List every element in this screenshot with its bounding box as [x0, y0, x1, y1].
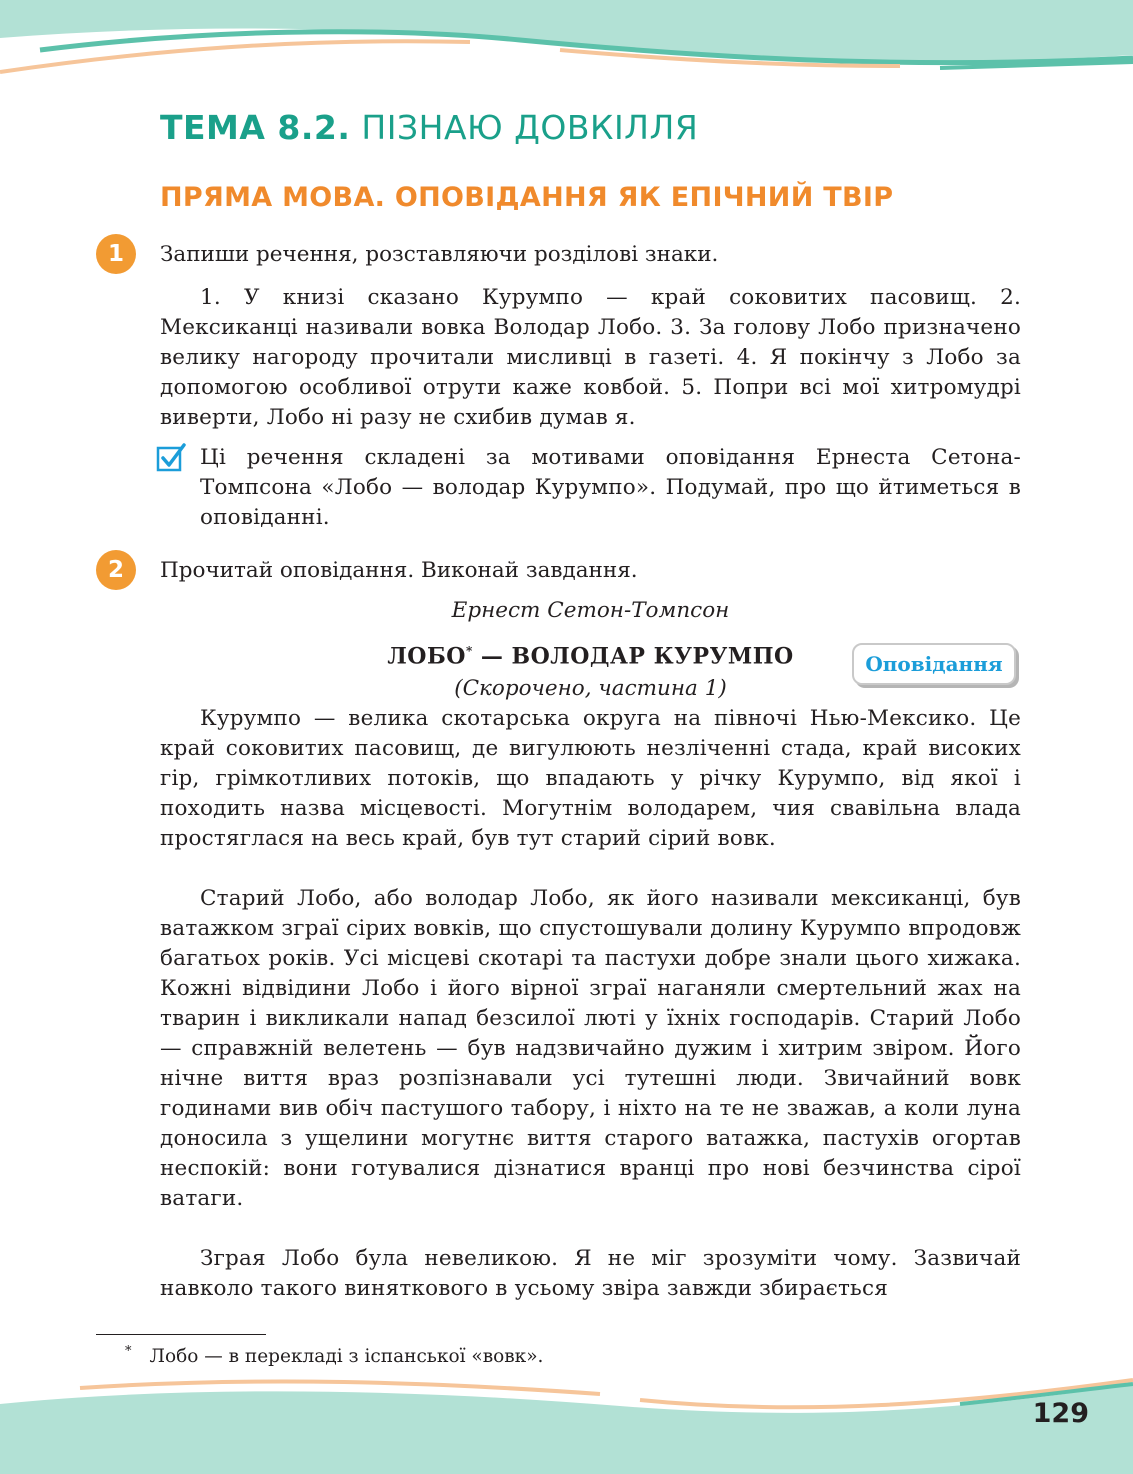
exercise-sentences: 1. У книзі сказано Курумпо — край соковитих пасовищ. 2. Мексиканці називали вовка Володар Лобо. 3. За голову Лобо призначено велику нагороду прочитали мисливці в газеті. 4. Я покінчу з Лобо за допомогою особливої отрути каже ковбой. 5. Попри всі мої хитромудрі виверти, Лобо ні разу не схибив думав я.: [160, 285, 1021, 430]
footnote: [125, 1346, 543, 1367]
story-title-main: ЛОБО: [387, 643, 466, 670]
top-wave-decoration: [0, 0, 1133, 90]
topic-title: [160, 108, 698, 147]
checkbox-check-icon: [156, 442, 186, 472]
story-author: Ернест Сетон-Томпсон: [451, 598, 730, 623]
section-title: ПРЯМА МОВА. ОПОВІДАННЯ ЯК ЕПІЧНИЙ ТВІР: [160, 182, 894, 213]
footnote-marker: *: [465, 644, 473, 658]
story-title-rest: — ВОЛОДАР КУРУМПО: [472, 643, 794, 670]
bottom-wave-decoration: [0, 1364, 1133, 1474]
story-paragraph: Зграя Лобо була невеликою. Я не міг зрозуміти чому. Зазвичай навколо такого виняткового в усьому звіра завжди збирається: [160, 1246, 1021, 1301]
footnote-text: Лобо — в перекладі з іспанської «вовк».: [149, 1346, 544, 1367]
footnote-divider: [96, 1334, 266, 1335]
story-abridged-note: (Скорочено, частина 1): [454, 676, 727, 701]
task-2-number-badge: 2: [96, 550, 136, 590]
footnote-star: *: [125, 1344, 132, 1359]
task-1-instruction: Запиши речення, розставляючи розділові знаки.: [160, 242, 719, 267]
story-paragraph: Старий Лобо, або володар Лобо, як його називали мексиканці, був ватажком зграї сірих вовків, що спустошували долину Курумпо впродовж багатьох років. Усі місцеві скотарі та пастухи добре знали цього хижака. Кожні відвідини Лобо і його вірної зграї наганяли смертельний жах на тварин і викликали напад безсилої люті у їхніх господарів. Старий Лобо — справжній велетень — був надзвичайно дужим і хитрим звіром. Його нічне виття враз розпізнавали усі тутешні люди. Звичайний вовк годинами вив обіч пастушого табору, і ніхто на те не зважав, а коли луна доносила з ущелини могутнє виття старого ватажка, пастухів огортав неспокій: вони готувалися дізнатися вранці про нові безчинства сірої ватаги.: [160, 886, 1021, 1211]
task-1-number-badge: 1: [96, 234, 136, 274]
story-paragraph: Курумпо — велика скотарська округа на півночі Нью-Мексико. Це край соковитих пасовищ, де вигулюють незліченні стада, край високих гір, грімкотливих потоків, що впадають у річку Курумпо, від якої і походить назва місцевості. Могутнім володарем, чия свавільна влада простяглася на весь край, був тут старий сірий вовк.: [160, 706, 1021, 851]
genre-label: Оповідання: [852, 643, 1016, 685]
topic-number: ТЕМА 8.2.: [160, 108, 351, 147]
check-note: Ці речення складені за мотивами оповідання Ернеста Сетона-Томпсона «Лобо — володар Курумпо». Подумай, про що йтиметься в оповіданні.: [200, 445, 1021, 530]
task-2-instruction: Прочитай оповідання. Виконай завдання.: [160, 558, 638, 583]
page-number: 129: [1032, 1398, 1089, 1429]
topic-name: ПІЗНАЮ ДОВКІЛЛЯ: [361, 108, 699, 147]
